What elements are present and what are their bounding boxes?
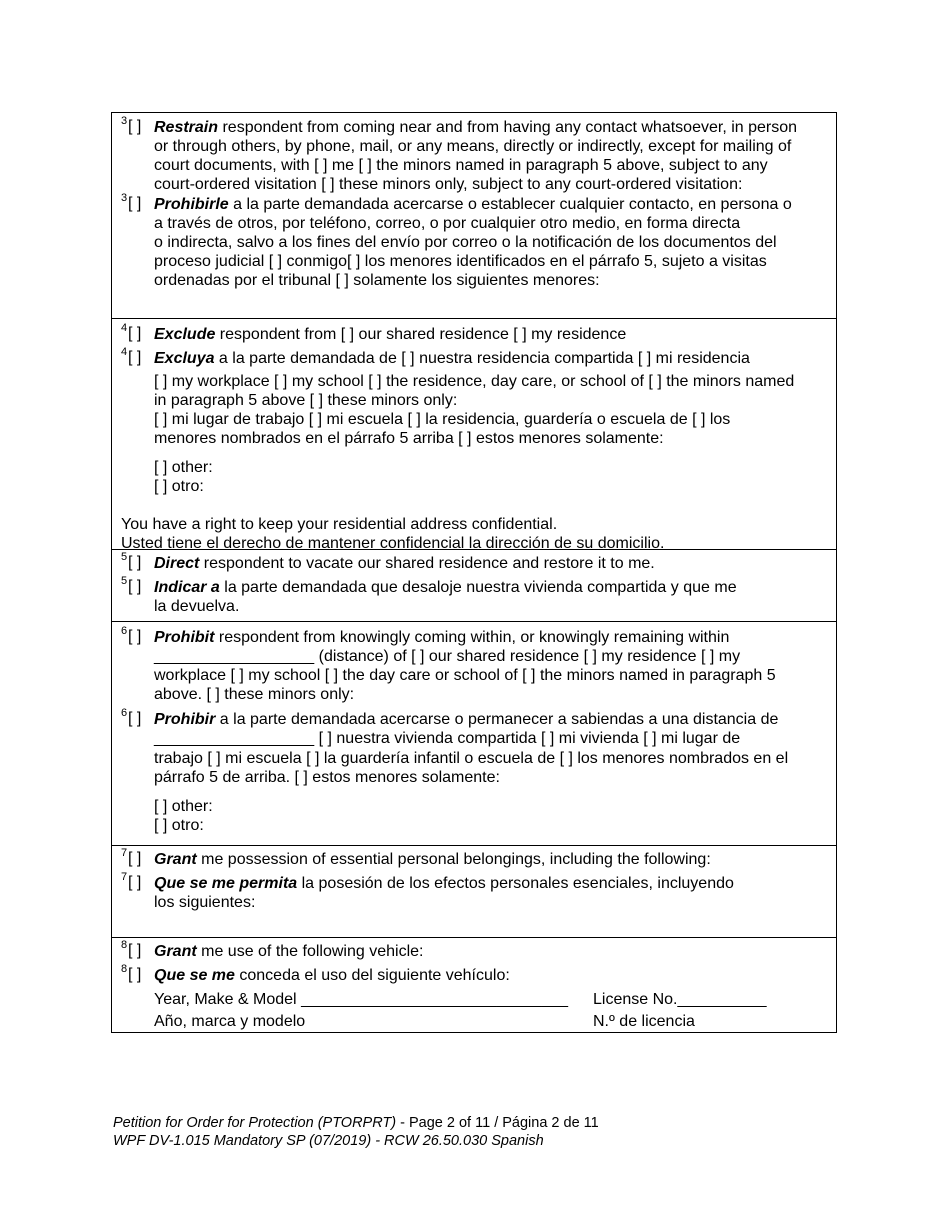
text-line: la devuelva. <box>154 598 240 615</box>
item-number-4 <box>121 322 155 344</box>
license-label: License No. <box>593 991 678 1008</box>
text-line: proceso judicial [ ] conmigo[ ] los menores identificados en el párrafo 5, sujeto a visitas <box>154 253 767 270</box>
license-label-es: N.º de licencia <box>593 1013 695 1030</box>
page-number: - Page 2 of 11 / Página 2 de 11 <box>396 1115 599 1131</box>
text-line: menores nombrados en el párrafo 5 arriba [ ] estos menores solamente: <box>154 430 664 447</box>
text-line: court-ordered visitation [ ] these minors only, subject to any court-ordered visitation: <box>154 176 743 193</box>
section-8-vehicle <box>112 937 836 1032</box>
paragraph-number: 8 <box>121 963 128 975</box>
exclude-checkbox[interactable]: [ ] <box>128 325 142 342</box>
item-number-4-es <box>121 346 155 368</box>
item-number-5 <box>121 551 155 573</box>
belongings-text-es: Que se me permita la posesión de los efectos personales esenciales, incluyendo <box>154 875 734 892</box>
footer-line-2: WPF DV-1.015 Mandatory SP (07/2019) - RCW 26.50.030 Spanish <box>113 1133 544 1149</box>
paragraph-number: 4 <box>121 346 128 358</box>
vehicle-text-en: Grant me use of the following vehicle: <box>154 943 424 960</box>
paragraph-number: 4 <box>121 322 128 334</box>
section-6-prohibit <box>112 621 836 845</box>
footer-title: Petition for Order for Protection (PTORPRT) <box>113 1115 397 1131</box>
footer-line-1 <box>113 1115 599 1131</box>
item-number-5-es <box>121 575 155 597</box>
paragraph-number: 5 <box>121 551 128 563</box>
text-line: or through others, by phone, mail, or any means, directly or indirectly, except for mailing of <box>154 138 792 155</box>
direct-text-en: Direct respondent to vacate our shared residence and restore it to me. <box>154 555 655 572</box>
item-number-6-es <box>121 707 155 729</box>
text-line: workplace [ ] my school [ ] the day care or school of [ ] the minors named in paragraph 5 <box>154 667 776 684</box>
paragraph-number: 3 <box>121 192 128 204</box>
vehicle-checkbox[interactable]: [ ] <box>128 942 142 959</box>
prohibirle-text-es: Prohibirle a la parte demandada acercarse o establecer cualquier contacto, en persona o <box>154 196 792 213</box>
section-4-exclude <box>112 318 836 552</box>
prohibit-text-en: Prohibit respondent from knowingly coming within, or knowingly remaining within <box>154 629 730 646</box>
restrain-text-en: Restrain respondent from coming near and from having any contact whatsoever, in person <box>154 119 798 136</box>
license-field[interactable]: __________ <box>677 991 767 1008</box>
item-number-3 <box>121 115 155 137</box>
excluya-checkbox[interactable]: [ ] <box>128 349 142 366</box>
other-option-es[interactable]: [ ] otro: <box>154 817 204 834</box>
prohibit-checkbox[interactable]: [ ] <box>128 628 142 645</box>
item-number-8-es <box>121 963 155 985</box>
other-option-es[interactable]: [ ] otro: <box>154 478 204 495</box>
text-line: párrafo 5 de arriba. [ ] estos menores solamente: <box>154 769 500 786</box>
text-line: trabajo [ ] mi escuela [ ] la guardería infantil o escuela de [ ] los menores nombrados en el <box>154 750 789 767</box>
section-3-restrain <box>112 113 836 318</box>
distance-line-en: __________________ (distance) of [ ] our shared residence [ ] my residence [ ] my <box>154 648 741 665</box>
form-table <box>111 112 837 1033</box>
paragraph-number: 3 <box>121 115 128 127</box>
item-number-7-es <box>121 871 155 893</box>
paragraph-number: 6 <box>121 625 128 637</box>
belongings-checkbox[interactable]: [ ] <box>128 850 142 867</box>
item-number-7 <box>121 847 155 869</box>
text-line: los siguientes: <box>154 894 256 911</box>
prohibir-text-es: Prohibir a la parte demandada acercarse o permanecer a sabiendas a una distancia de <box>154 711 779 728</box>
paragraph-number: 5 <box>121 575 128 587</box>
item-number-6 <box>121 625 155 647</box>
paragraph-number: 8 <box>121 939 128 951</box>
excluya-text-es: Excluya a la parte demandada de [ ] nuestra residencia compartida [ ] mi residencia <box>154 350 750 367</box>
distance-field-en[interactable]: __________________ <box>154 648 315 665</box>
indicar-text-es: Indicar a la parte demandada que desaloje nuestra vivienda compartida y que me <box>154 579 737 596</box>
year-make-model-label: Year, Make & Model <box>154 991 297 1008</box>
confidential-notice-es: Usted tiene el derecho de mantener confidencial la dirección de su domicilio. <box>121 535 665 552</box>
item-number-3-es <box>121 192 155 214</box>
distance-line-es: __________________ [ ] nuestra vivienda compartida [ ] mi vivienda [ ] mi lugar de <box>154 730 741 747</box>
paragraph-number: 6 <box>121 707 128 719</box>
year-make-model-label-es: Año, marca y modelo <box>154 1013 306 1030</box>
other-option-en[interactable]: [ ] other: <box>154 459 213 476</box>
belongings-text-en: Grant me possession of essential personal belongings, including the following: <box>154 851 711 868</box>
paragraph-number: 7 <box>121 847 128 859</box>
text-line: [ ] mi lugar de trabajo [ ] mi escuela [ ] la residencia, guardería o escuela de [ ] los <box>154 411 731 428</box>
vehiculo-checkbox[interactable]: [ ] <box>128 966 142 983</box>
section-7-belongings <box>112 845 836 937</box>
vehicle-text-es: Que se me conceda el uso del siguiente vehículo: <box>154 967 510 984</box>
text-line: o indirecta, salvo a los fines del envío por correo o la notificación de los documentos del <box>154 234 777 251</box>
text-line: ordenadas por el tribunal [ ] solamente los siguientes menores: <box>154 272 600 289</box>
text-line: a través de otros, por teléfono, correo, o por cualquier otro medio, en forma directa <box>154 215 741 232</box>
direct-checkbox[interactable]: [ ] <box>128 554 142 571</box>
restrain-checkbox[interactable]: [ ] <box>128 118 142 135</box>
other-option-en[interactable]: [ ] other: <box>154 798 213 815</box>
text-line: [ ] my workplace [ ] my school [ ] the residence, day care, or school of [ ] the minors named <box>154 373 795 390</box>
distance-field-es[interactable]: __________________ <box>154 730 315 747</box>
year-make-model-line <box>154 990 568 1009</box>
text-line: court documents, with [ ] me [ ] the minors named in paragraph 5 above, subject to any <box>154 157 768 174</box>
text-line: above. [ ] these minors only: <box>154 686 355 703</box>
section-5-direct <box>112 549 836 621</box>
paragraph-number: 7 <box>121 871 128 883</box>
confidential-notice-en: You have a right to keep your residential address confidential. <box>121 516 558 533</box>
permita-checkbox[interactable]: [ ] <box>128 874 142 891</box>
item-number-8 <box>121 939 155 961</box>
indicar-checkbox[interactable]: [ ] <box>128 578 142 595</box>
year-make-model-field[interactable]: ______________________________ <box>301 991 569 1008</box>
prohibirle-checkbox[interactable]: [ ] <box>128 195 142 212</box>
prohibir-checkbox[interactable]: [ ] <box>128 710 142 727</box>
license-line <box>593 990 766 1009</box>
exclude-text-en: Exclude respondent from [ ] our shared residence [ ] my residence <box>154 326 627 343</box>
text-line: in paragraph 5 above [ ] these minors only: <box>154 392 458 409</box>
